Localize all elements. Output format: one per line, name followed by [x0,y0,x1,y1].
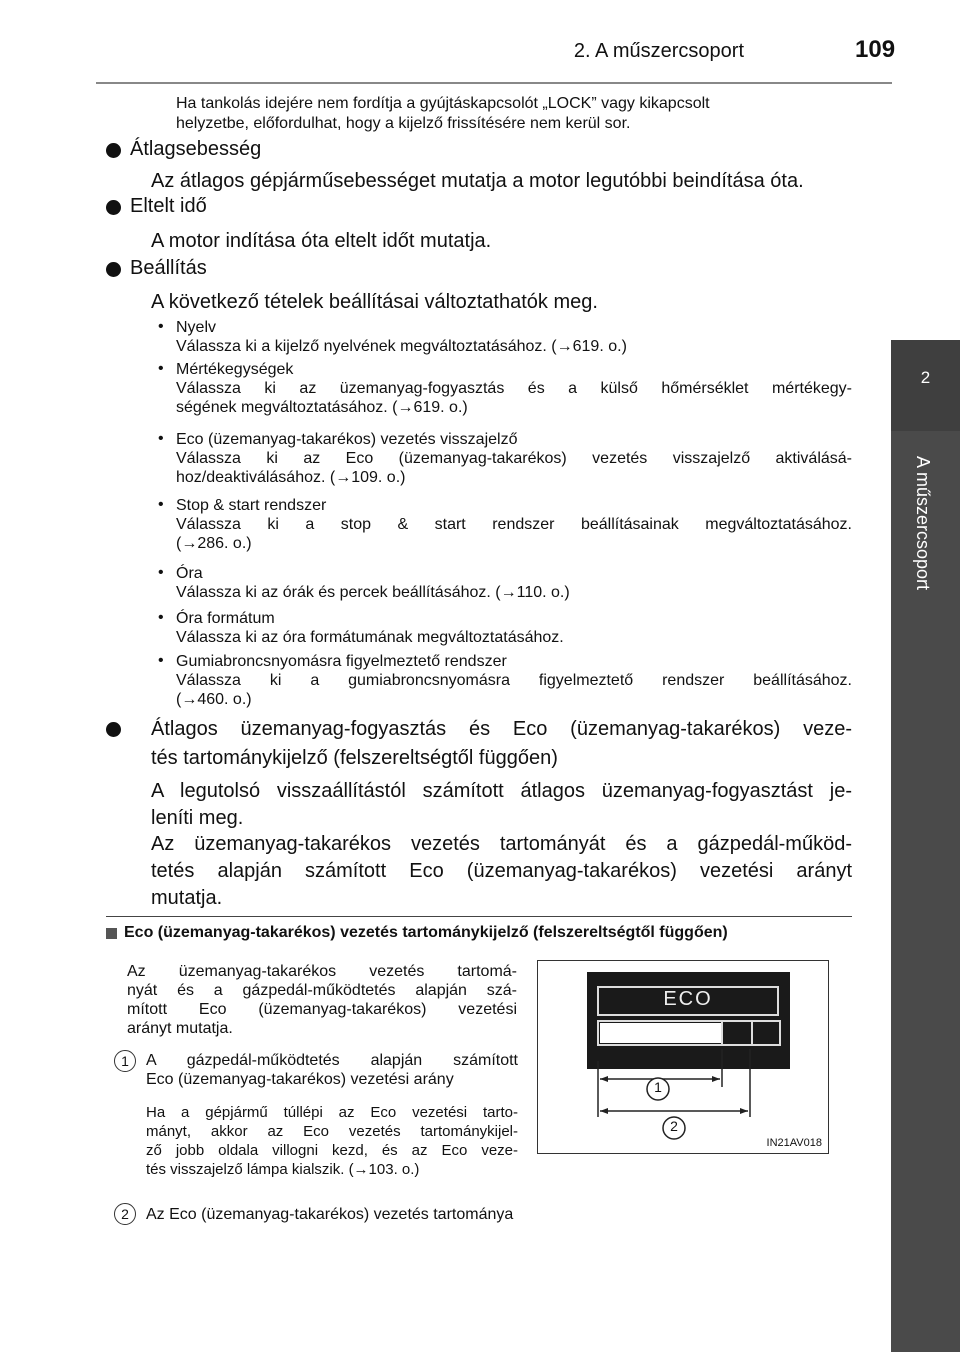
setting-name: Óra formátum [176,610,275,627]
setting-desc: Válassza ki az Eco (üzemanyag-takarékos) vezetés visszajelző aktiválásá- [176,450,852,467]
bullet-icon [106,262,121,277]
setting-name: Stop & start rendszer [176,497,327,514]
setting-desc: Válassza ki az órák és percek beállításához. (→110. o.) [176,584,570,601]
eco-item-p2 [151,831,852,912]
callout-1-text [146,1051,518,1089]
bullet-icon [106,143,121,158]
setting-item [176,318,852,356]
arrow-icon [600,1076,608,1082]
eco-p1-line: leníti meg. [151,807,244,829]
setting-desc: Válassza ki az óra formátumának megváltoztatásához. [176,629,564,646]
setting-name: Mértékegységek [176,361,294,378]
callout-2-marker: 2 [114,1203,136,1225]
eco-title-line: Átlagos üzemanyag-fogyasztás és Eco (üzemanyag-takarékos) veze- [151,718,852,740]
chapter-tab-label-wrap [880,456,960,596]
bullet-icon [106,722,121,737]
item-title: Beállítás [130,257,207,279]
note-line: helyzetbe, előfordulhat, hogy a kijelző frissítésére nem kerül sor. [176,115,631,132]
eco-item-title [151,715,852,773]
callout-1-marker: 1 [114,1050,136,1072]
eco-p1-line: A legutolsó visszaállítástól számított átlagos üzemanyag-fogyasztást je- [151,780,852,802]
item1-line: A gázpedál-működtetés alapján számított [146,1052,518,1069]
figure-callout-2: 2 [670,1118,678,1134]
setting-name: Gumiabroncsnyomásra figyelmeztető rendszer [176,653,507,670]
sub-bullet: • [158,430,164,447]
sub-bullet: • [158,496,164,513]
setting-name: Eco (üzemanyag-takarékos) vezetés visszajelző [176,431,518,448]
setting-desc: Válassza ki a gumiabroncsnyomásra figyelmeztető rendszer beállításához. [176,672,852,689]
eco-p2-line: mutatja. [151,887,223,909]
eco-p2-line: Az üzemanyag-takarékos vezetés tartományát és a gázpedál-működ- [151,833,852,855]
arrow-icon [600,1108,608,1114]
setting-item [176,360,852,417]
header-divider [96,82,892,84]
note1-line: ző jobb oldala villogni kezd, és az Eco veze- [146,1142,518,1159]
note1-line: tés visszajelző lámpa kialszik. (→103. o.) [146,1161,420,1178]
note1-line: Ha a gépjármű túllépi az Eco vezetési tarto- [146,1104,518,1121]
setting-name: Óra [176,565,203,582]
header-section-title: 2. A műszercsoport [573,40,744,62]
eco-ratio-fill [600,1023,722,1043]
intro-line: Az üzemanyag-takarékos vezetés tartomá- [127,963,517,980]
callout-2-text: Az Eco (üzemanyag-takarékos) vezetés tartománya [146,1206,514,1223]
section-heading: Eco (üzemanyag-takarékos) vezetés tartománykijelző (felszereltségtől függően) [124,924,728,941]
item-title: Eltelt idő [130,195,207,217]
sub-bullet: • [158,360,164,377]
eco-p2-line: tetés alapján számított Eco (üzemanyag-takarékos) vezetési arányt [151,860,852,882]
eco-item-p1 [151,778,852,832]
bullet-icon [106,200,121,215]
eco-display-text: ECO [663,988,713,1010]
chapter-number: 2 [920,368,931,387]
intro-line: nyát és a gázpedál-működtetés alapján szá- [127,982,517,999]
setting-item [176,609,852,647]
item-title: Átlagsebesség [130,138,262,160]
arrow-icon [712,1076,720,1082]
sub-bullet: • [158,652,164,669]
setting-name: Nyelv [176,319,217,336]
item-text: A motor indítása óta eltelt időt mutatja. [151,230,492,252]
chapter-tab [891,340,960,431]
section-divider [106,916,852,917]
eco-title-line: tés tartománykijelző (felszereltségtől függően) [151,747,558,769]
setting-desc: Válassza ki a stop & start rendszer beállításainak megváltoztatásához. [176,516,852,533]
figure-callout-1: 1 [654,1079,662,1095]
setting-desc: hoz/deaktiválásához. (→109. o.) [176,469,406,486]
sub-bullet: • [158,609,164,626]
note-line: Ha tankolás idejére nem fordítja a gyújtáskapcsolót „LOCK” vagy kikapcsolt [176,95,710,112]
item1-line: Eco (üzemanyag-takarékos) vezetési arány [146,1071,454,1088]
setting-desc: Válassza ki az üzemanyag-fogyasztás és a külső hőmérséklet mértékegy- [176,380,852,397]
setting-desc: (→286. o.) [176,535,252,552]
intro-line: arányt mutatja. [127,1020,233,1037]
item-text: A következő tételek beállításai változtathatók meg. [151,291,598,313]
note1-line: mányt, akkor az Eco vezetés tartománykijel- [146,1123,518,1140]
setting-item [176,652,852,709]
sub-bullet: • [158,318,164,335]
setting-desc: (→460. o.) [176,691,252,708]
eco-display-figure [537,960,829,1154]
setting-item [176,430,852,487]
setting-desc: ségének megváltoztatásához. (→619. o.) [176,399,468,416]
callout-1-note [146,1103,518,1179]
section-square-icon [106,928,117,939]
sub-bullet: • [158,564,164,581]
refuel-note [176,94,852,134]
page-number: 109 [855,36,896,63]
chapter-tab-label: A műszercsoport [913,456,933,591]
setting-desc: Válassza ki a kijelző nyelvének megváltoztatásához. (→619. o.) [176,338,627,355]
intro-line: mított Eco (üzemanyag-takarékos) vezetési [127,1001,517,1018]
section-intro [127,962,517,1038]
item-text: Az átlagos gépjárműsebességet mutatja a motor legutóbbi beindítása óta. [151,170,804,192]
arrow-icon [740,1108,748,1114]
figure-code: IN21AV018 [766,1137,822,1149]
setting-item [176,564,852,602]
setting-item [176,496,852,553]
